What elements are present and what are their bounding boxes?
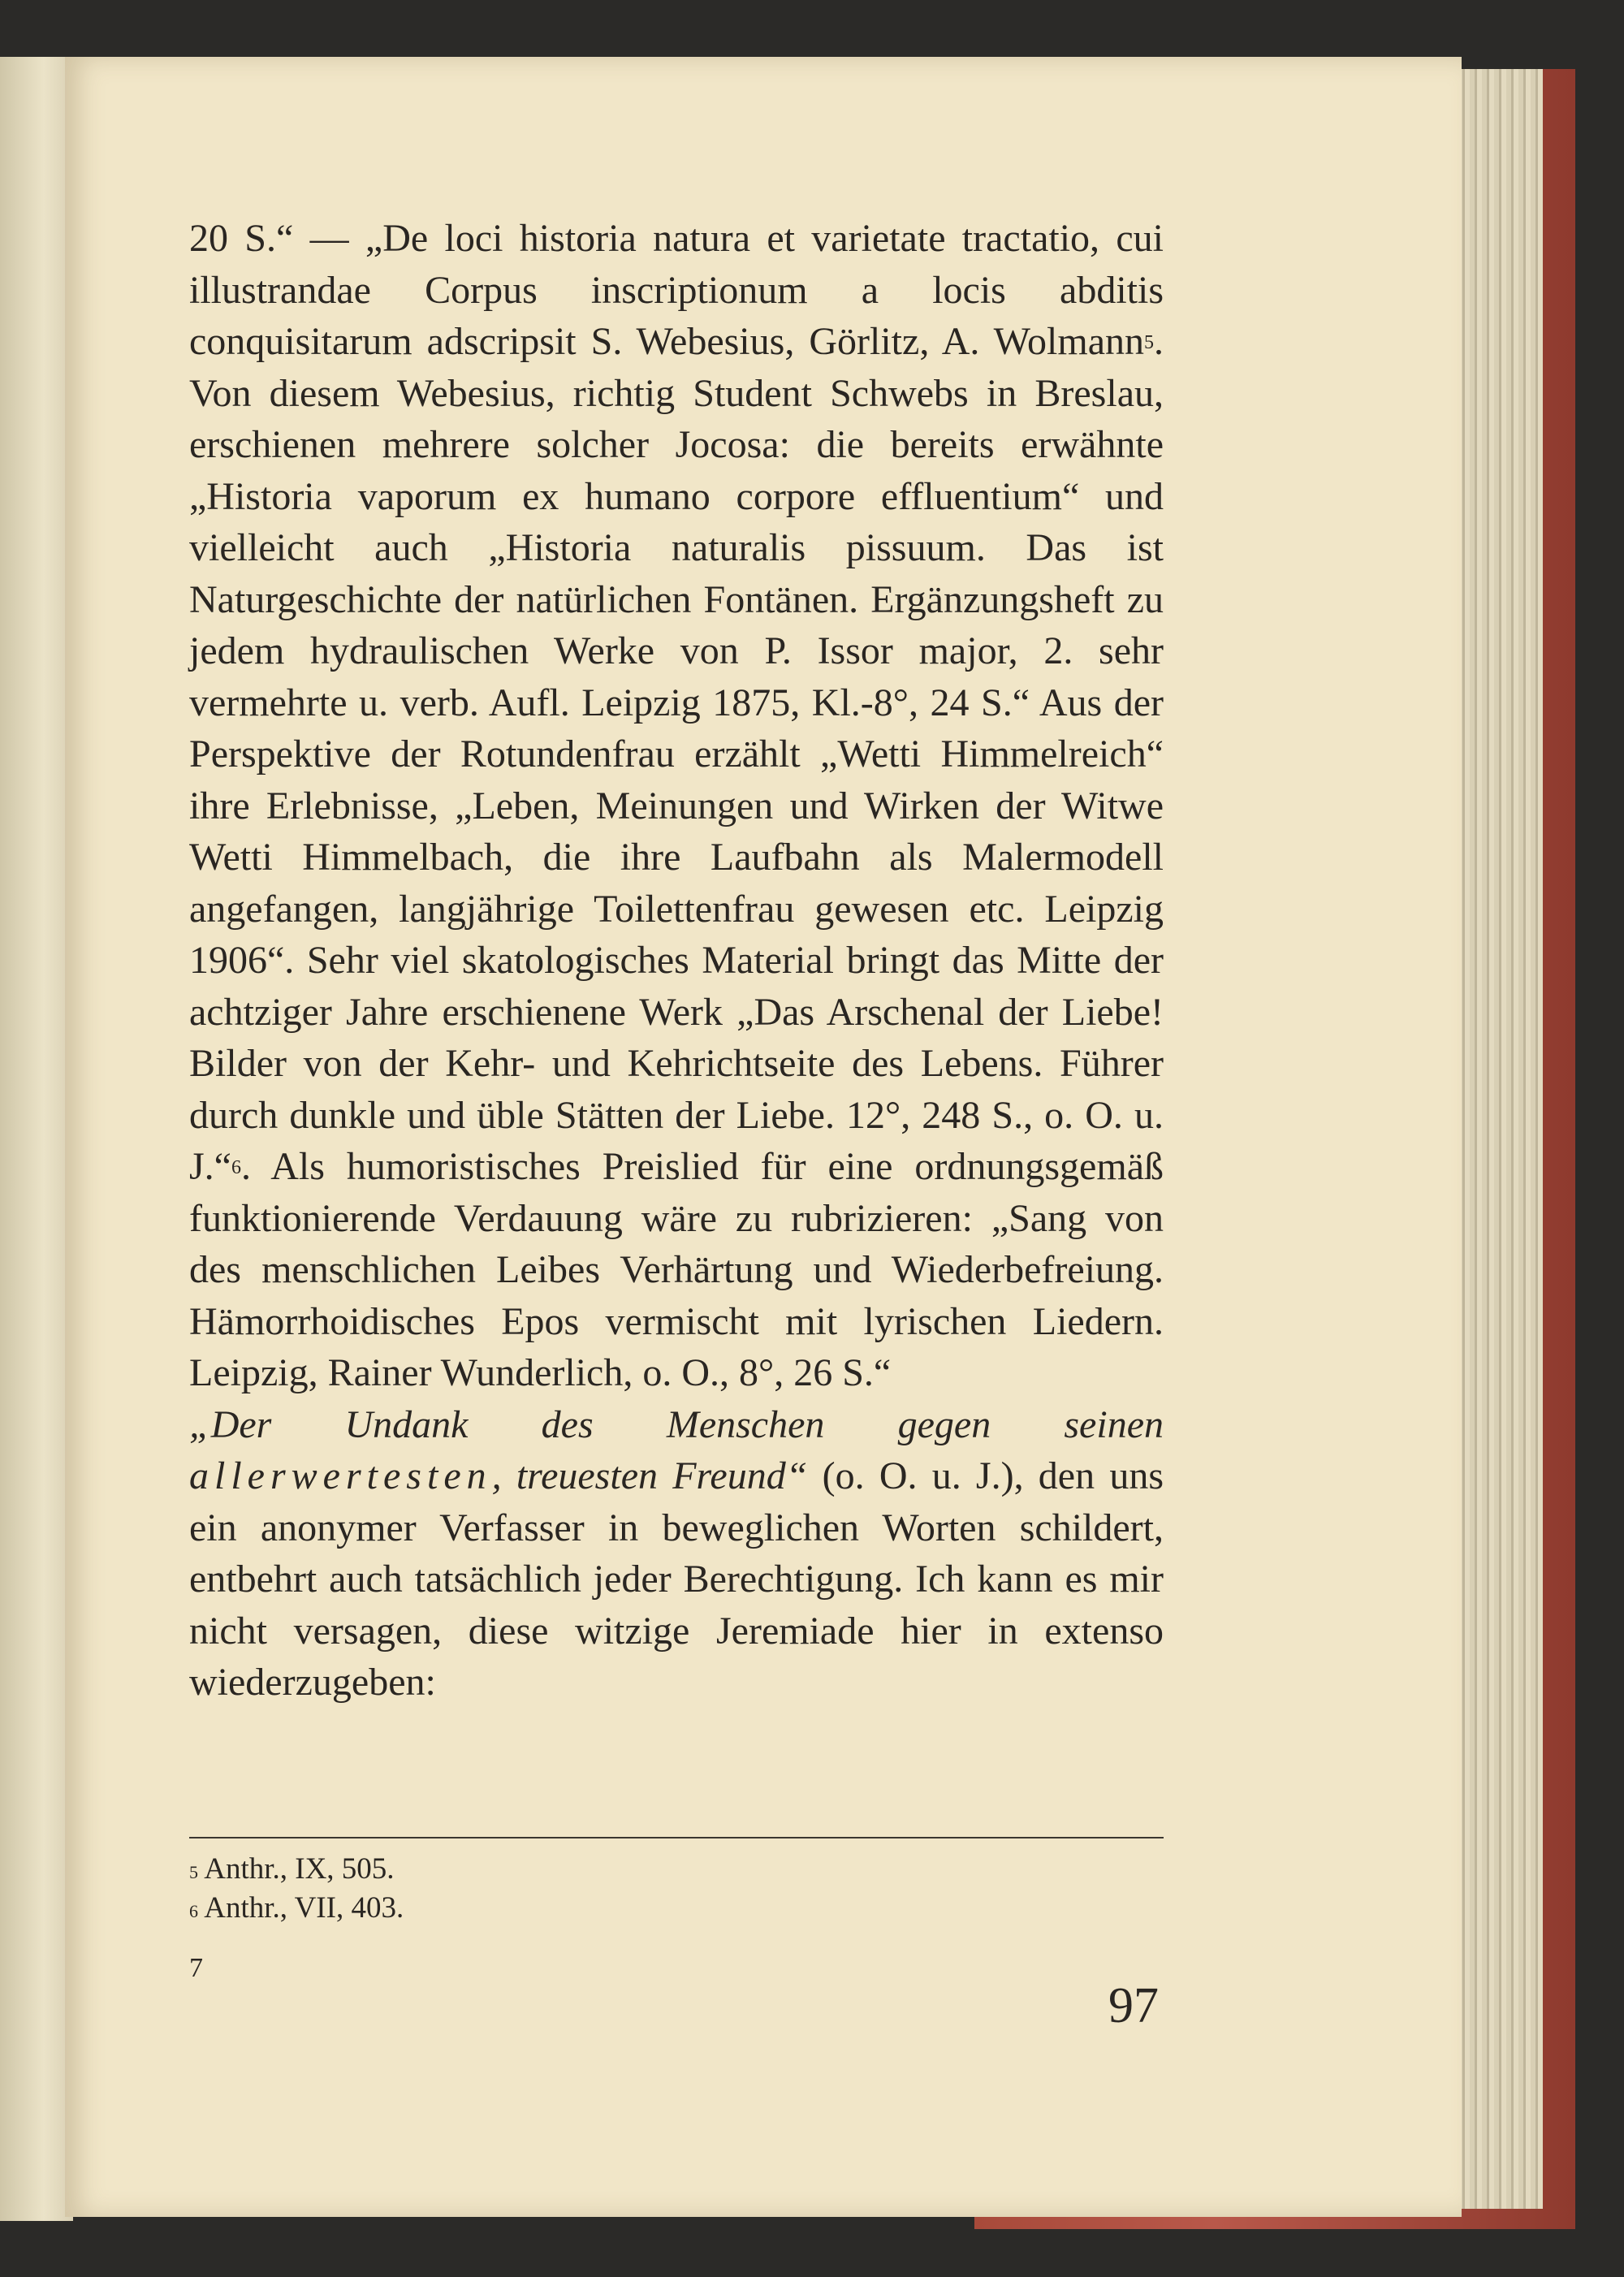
footnote-6: $^6$ Anthr., VII, 403.	[189, 1891, 404, 1925]
footnote-5: $^5$ Anthr., IX, 505.	[189, 1852, 395, 1886]
paragraph-1: 20 S.“ — „De loci historia natura et varietate tractatio, cui illustrandae Corpus inscriptionum a locis abditis conquisitarum adscripsit S. Webesius, Görlitz, A. Wolmann$^5$. Von diesem Webesius, richtig Student Schwebs in Breslau, erschienen mehrere solcher Jocosa: die bereits erwähnte „Historia vaporum ex humano corpore effluentium“ und vielleicht auch „Historia naturalis pissuum. Das ist Naturgeschichte der natürlichen Fontänen. Ergänzungsheft zu jedem hydraulischen Werke von P. Issor major, 2. sehr vermehrte u. verb. Aufl. Leipzig 1875, Kl.-8°, 24 S.“ Aus der Perspektive der Rotundenfrau erzählt „Wetti Himmelreich“ ihre Erlebnisse, „Leben, Meinungen und Wirken der Witwe Wetti Himmelbach, die ihre Laufbahn als Malermodell angefangen, langjährige Toilettenfrau gewesen etc. Leipzig 1906“. Sehr viel skatologisches Material bringt das Mitte der achtziger Jahre erschienene Werk „Das Arschenal der Liebe! Bilder von der Kehr- und Kehrichtseite des Lebens. Führer durch dunkle und üble Stätten der Liebe. 12°, 248 S., o. O. u. J.“$^6$. Als humoristisches Preislied für eine ordnungsgemäß funktionierende Verdauung wäre zu rubrizieren: „Sang von des menschlichen Leibes Verhärtung und Wiederbefreiung. Hämorrhoidisches Epos vermischt mit lyrischen Liedern. Leipzig, Rainer Wunderlich, o. O., 8°, 26 S.“	[189, 217, 1164, 1394]
footnotes	[189, 1850, 1164, 1928]
footnote-rule	[189, 1837, 1164, 1838]
footnote-ref-6: 6	[231, 1157, 241, 1178]
left-page-edge	[0, 57, 73, 2221]
signature-mark: 7	[189, 1953, 203, 1983]
footnote-ref-5: 5	[1144, 332, 1154, 353]
spaced-emphasis: allerwertesten	[189, 1454, 492, 1497]
paragraph-2: „Der Undank des Menschen gegen seinen allerwertesten, treuesten Freund“ (o. O. u. J.), den uns ein anonymer Verfasser in beweglichen Worten schildert, entbehrt auch tatsächlich jeder Berechtigung. Ich kann es mir nicht versagen, diese witzige Jeremiade hier in extenso wiederzugeben:	[189, 1402, 1164, 1704]
page-number: 97	[1108, 1978, 1159, 2033]
body-text	[189, 213, 1164, 1709]
